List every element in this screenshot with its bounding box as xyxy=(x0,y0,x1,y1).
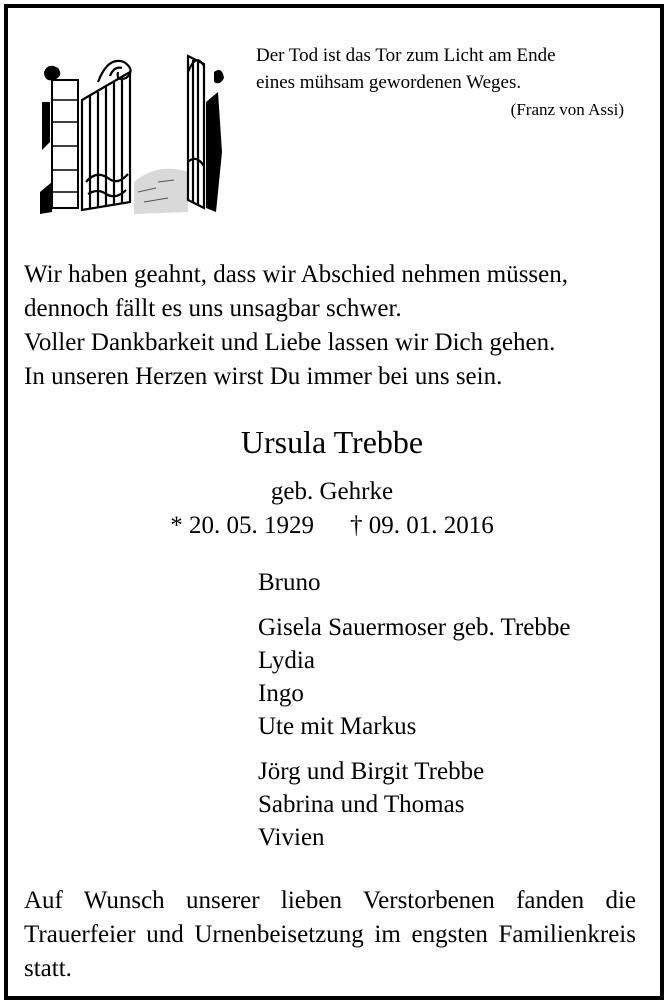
family-group-1 xyxy=(258,566,648,599)
family-group-3 xyxy=(258,755,648,854)
quote-line-2: eines mühsam gewordenen Weges. xyxy=(256,72,522,93)
life-dates xyxy=(0,510,664,542)
family-member: Jörg und Birgit Trebbe xyxy=(258,758,485,785)
family-member: Sabrina und Thomas xyxy=(258,791,465,818)
intro-line-3: Voller Dankbarkeit und Liebe lassen wir Dich gehen. xyxy=(24,329,556,356)
family-member: Lydia xyxy=(258,647,315,674)
family-group-2 xyxy=(258,611,648,743)
deceased-name: Ursula Trebbe xyxy=(240,424,424,460)
intro-line-1: Wir haben geahnt, dass wir Abschied nehmen müssen, xyxy=(24,261,569,288)
quote-author: (Franz von Assi) xyxy=(510,100,624,119)
quote-line-1: Der Tod ist das Tor zum Licht am Ende xyxy=(256,45,556,66)
quote xyxy=(256,42,636,123)
intro-text xyxy=(24,258,644,394)
family-member: Vivien xyxy=(258,824,325,851)
family-member: Ute mit Markus xyxy=(258,713,417,740)
family-member: Bruno xyxy=(258,569,321,596)
open-gate-illustration xyxy=(38,42,228,218)
closing-text: Auf Wunsch unserer lieben Verstorbenen fanden die Trauerfeier und Urnenbeisetzung im engsten Familienkreis statt. xyxy=(24,887,636,982)
birth-date: * 20. 05. 1929 xyxy=(170,512,314,539)
death-date: † 09. 01. 2016 xyxy=(350,512,494,539)
family-member: Gisela Sauermoser geb. Trebbe xyxy=(258,614,571,641)
intro-line-4: In unseren Herzen wirst Du immer bei uns sein. xyxy=(24,363,503,390)
family-member: Ingo xyxy=(258,680,304,707)
family-list xyxy=(258,566,648,866)
born-name: geb. Gehrke xyxy=(270,478,394,505)
intro-line-2: dennoch fällt es uns unsagbar schwer. xyxy=(24,295,402,322)
